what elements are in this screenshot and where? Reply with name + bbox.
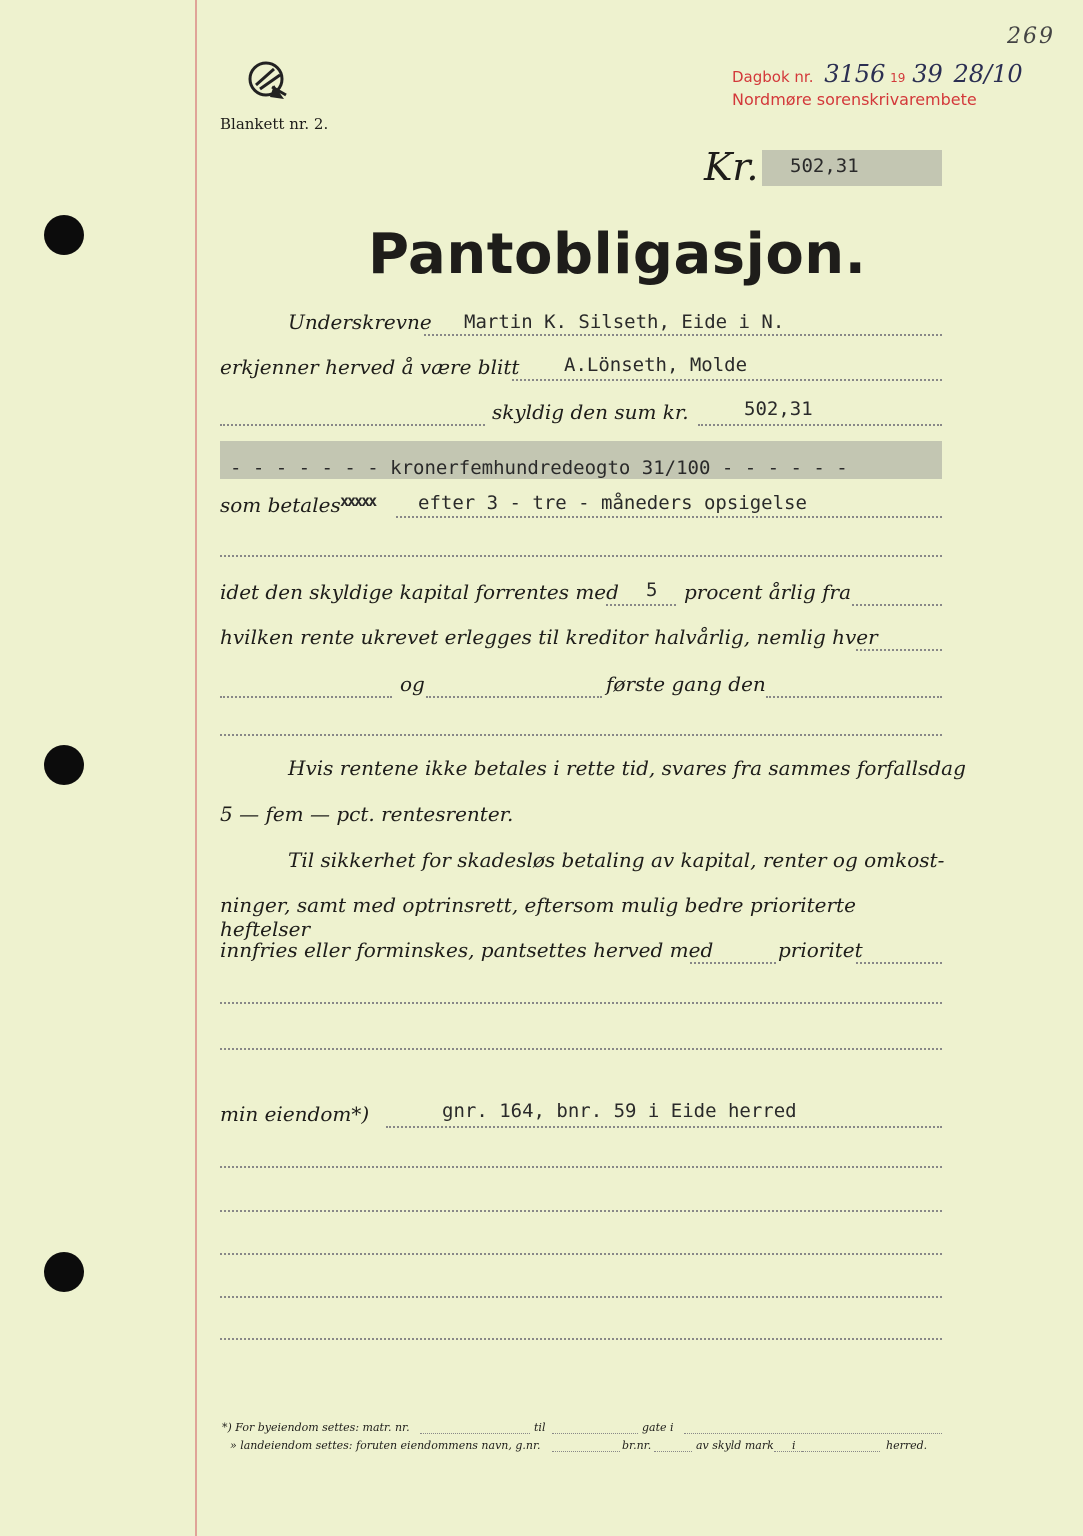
sum-row xyxy=(220,398,942,428)
punch-hole xyxy=(44,745,84,785)
interest-row xyxy=(220,578,942,608)
first-time-text: første gang den xyxy=(606,672,766,696)
priority-row xyxy=(220,936,942,966)
blank-line xyxy=(220,1253,942,1255)
security-paragraph-line2: ninger, samt med optrinsrett, eftersom mulig bedre prioriterte heftelser xyxy=(220,893,856,941)
security-paragraph-line3: innfries eller forminskes, pantsettes herved med xyxy=(220,938,714,962)
debtor-value: Martin K. Silseth, Eide i N. xyxy=(464,311,785,333)
blank-line xyxy=(220,1296,942,1298)
halfyear-row xyxy=(220,623,942,653)
dotted-line xyxy=(396,516,942,518)
priority-text: prioritet xyxy=(778,938,863,962)
dotted-line xyxy=(690,962,776,964)
sum-value: 502,31 xyxy=(744,398,813,420)
sum-words: - - - - - - - kronerfemhundredeogto 31/100 - - - - - - xyxy=(230,457,848,479)
debtor-label: Underskrevne xyxy=(288,310,432,334)
year-handwritten: 39 xyxy=(912,60,943,88)
punch-hole xyxy=(44,1252,84,1292)
first-payment-row xyxy=(220,670,942,700)
dotted-line xyxy=(386,1126,942,1128)
date-handwritten: 28/10 xyxy=(953,60,1023,88)
creditor-row xyxy=(220,353,942,383)
amount-value: 502,31 xyxy=(790,155,859,177)
property-label: min eiendom*) xyxy=(220,1102,370,1126)
registry-stamp xyxy=(732,60,1023,109)
punch-hole xyxy=(44,215,84,255)
dotted-line xyxy=(512,379,942,381)
halfyear-text: hvilken rente ukrevet erlegges til kreditor halvårlig, nemlig hver xyxy=(220,625,878,649)
footnote-rural-skyld: av skyld mark xyxy=(696,1439,774,1452)
dotted-line xyxy=(856,649,942,651)
footnote-rural-brnr: br.nr. xyxy=(622,1439,652,1452)
property-row xyxy=(220,1100,942,1130)
document-title: Pantobligasjon. xyxy=(368,222,867,287)
amount-label: Kr. xyxy=(704,145,759,189)
payment-value: efter 3 - tre - måneders opsigelse xyxy=(418,492,807,514)
payment-row xyxy=(220,490,942,520)
penalty-paragraph-line2: 5 — fem — pct. rentesrenter. xyxy=(220,802,514,826)
dotted-line xyxy=(856,962,942,964)
interest-label: idet den skyldige kapital forrentes med xyxy=(220,580,619,604)
payment-label: som betales xyxy=(220,493,341,517)
dotted-line xyxy=(606,604,676,606)
footnote-rural-herred: herred. xyxy=(886,1439,928,1452)
dotted-line xyxy=(552,1451,620,1452)
sum-words-band xyxy=(220,441,942,479)
blank-line xyxy=(220,1002,942,1004)
dotted-line xyxy=(654,1451,692,1452)
form-id: Blankett nr. 2. xyxy=(220,115,329,133)
interest-value: 5 xyxy=(646,579,658,601)
footnote-rural-label: » landeiendom settes: foruten eiendommens navn, g.nr. xyxy=(230,1439,541,1452)
footnote-urban-gate: gate i xyxy=(642,1421,674,1434)
amount-box xyxy=(762,150,942,186)
interest-label-post: procent årlig fra xyxy=(684,580,852,604)
stamp-label: Dagbok nr. xyxy=(732,68,814,86)
footnote-urban xyxy=(222,1421,942,1437)
blank-line xyxy=(220,1338,942,1340)
creditor-value: A.Lönseth, Molde xyxy=(564,354,748,376)
footnote-rural xyxy=(222,1439,942,1455)
property-value: gnr. 164, bnr. 59 i Eide herred xyxy=(442,1100,797,1122)
blank-line xyxy=(220,555,942,557)
margin-line xyxy=(195,0,197,1536)
dotted-line xyxy=(426,696,602,698)
journal-number: 3156 xyxy=(824,60,886,88)
footnote-urban-label: *) For byeiendom settes: matr. nr. xyxy=(222,1421,410,1434)
creditor-label: erkjenner herved å være blitt xyxy=(220,355,520,379)
blank-line xyxy=(220,1210,942,1212)
og-text: og xyxy=(400,672,425,696)
blank-line xyxy=(220,1048,942,1050)
dotted-line xyxy=(802,1451,880,1452)
page-number: 269 xyxy=(1007,24,1055,49)
year-prefix: 19 xyxy=(890,71,906,85)
dotted-line xyxy=(552,1433,638,1434)
footnote-urban-til: til xyxy=(534,1421,546,1434)
dotted-line xyxy=(852,604,942,606)
dotted-line xyxy=(766,696,942,698)
dotted-line xyxy=(684,1433,942,1434)
debtor-row xyxy=(220,308,942,338)
security-paragraph-line1: Til sikkerhet for skadesløs betaling av kapital, renter og omkost- xyxy=(288,848,945,872)
dotted-line xyxy=(220,696,392,698)
dotted-line xyxy=(698,424,942,426)
dotted-line xyxy=(424,334,942,336)
dotted-line xyxy=(220,424,485,426)
blank-line xyxy=(220,734,942,736)
blank-line xyxy=(220,1166,942,1168)
footnote-rural-i: i xyxy=(792,1439,796,1452)
dotted-line xyxy=(420,1433,530,1434)
struck-text: xxxxx xyxy=(340,492,376,510)
sum-label: skyldig den sum kr. xyxy=(492,400,689,424)
penalty-paragraph-line1: Hvis rentene ikke betales i rette tid, svares fra sammes forfallsdag xyxy=(288,756,966,780)
office-name: Nordmøre sorenskrivarembete xyxy=(732,90,977,109)
printer-logo-icon xyxy=(244,55,294,105)
